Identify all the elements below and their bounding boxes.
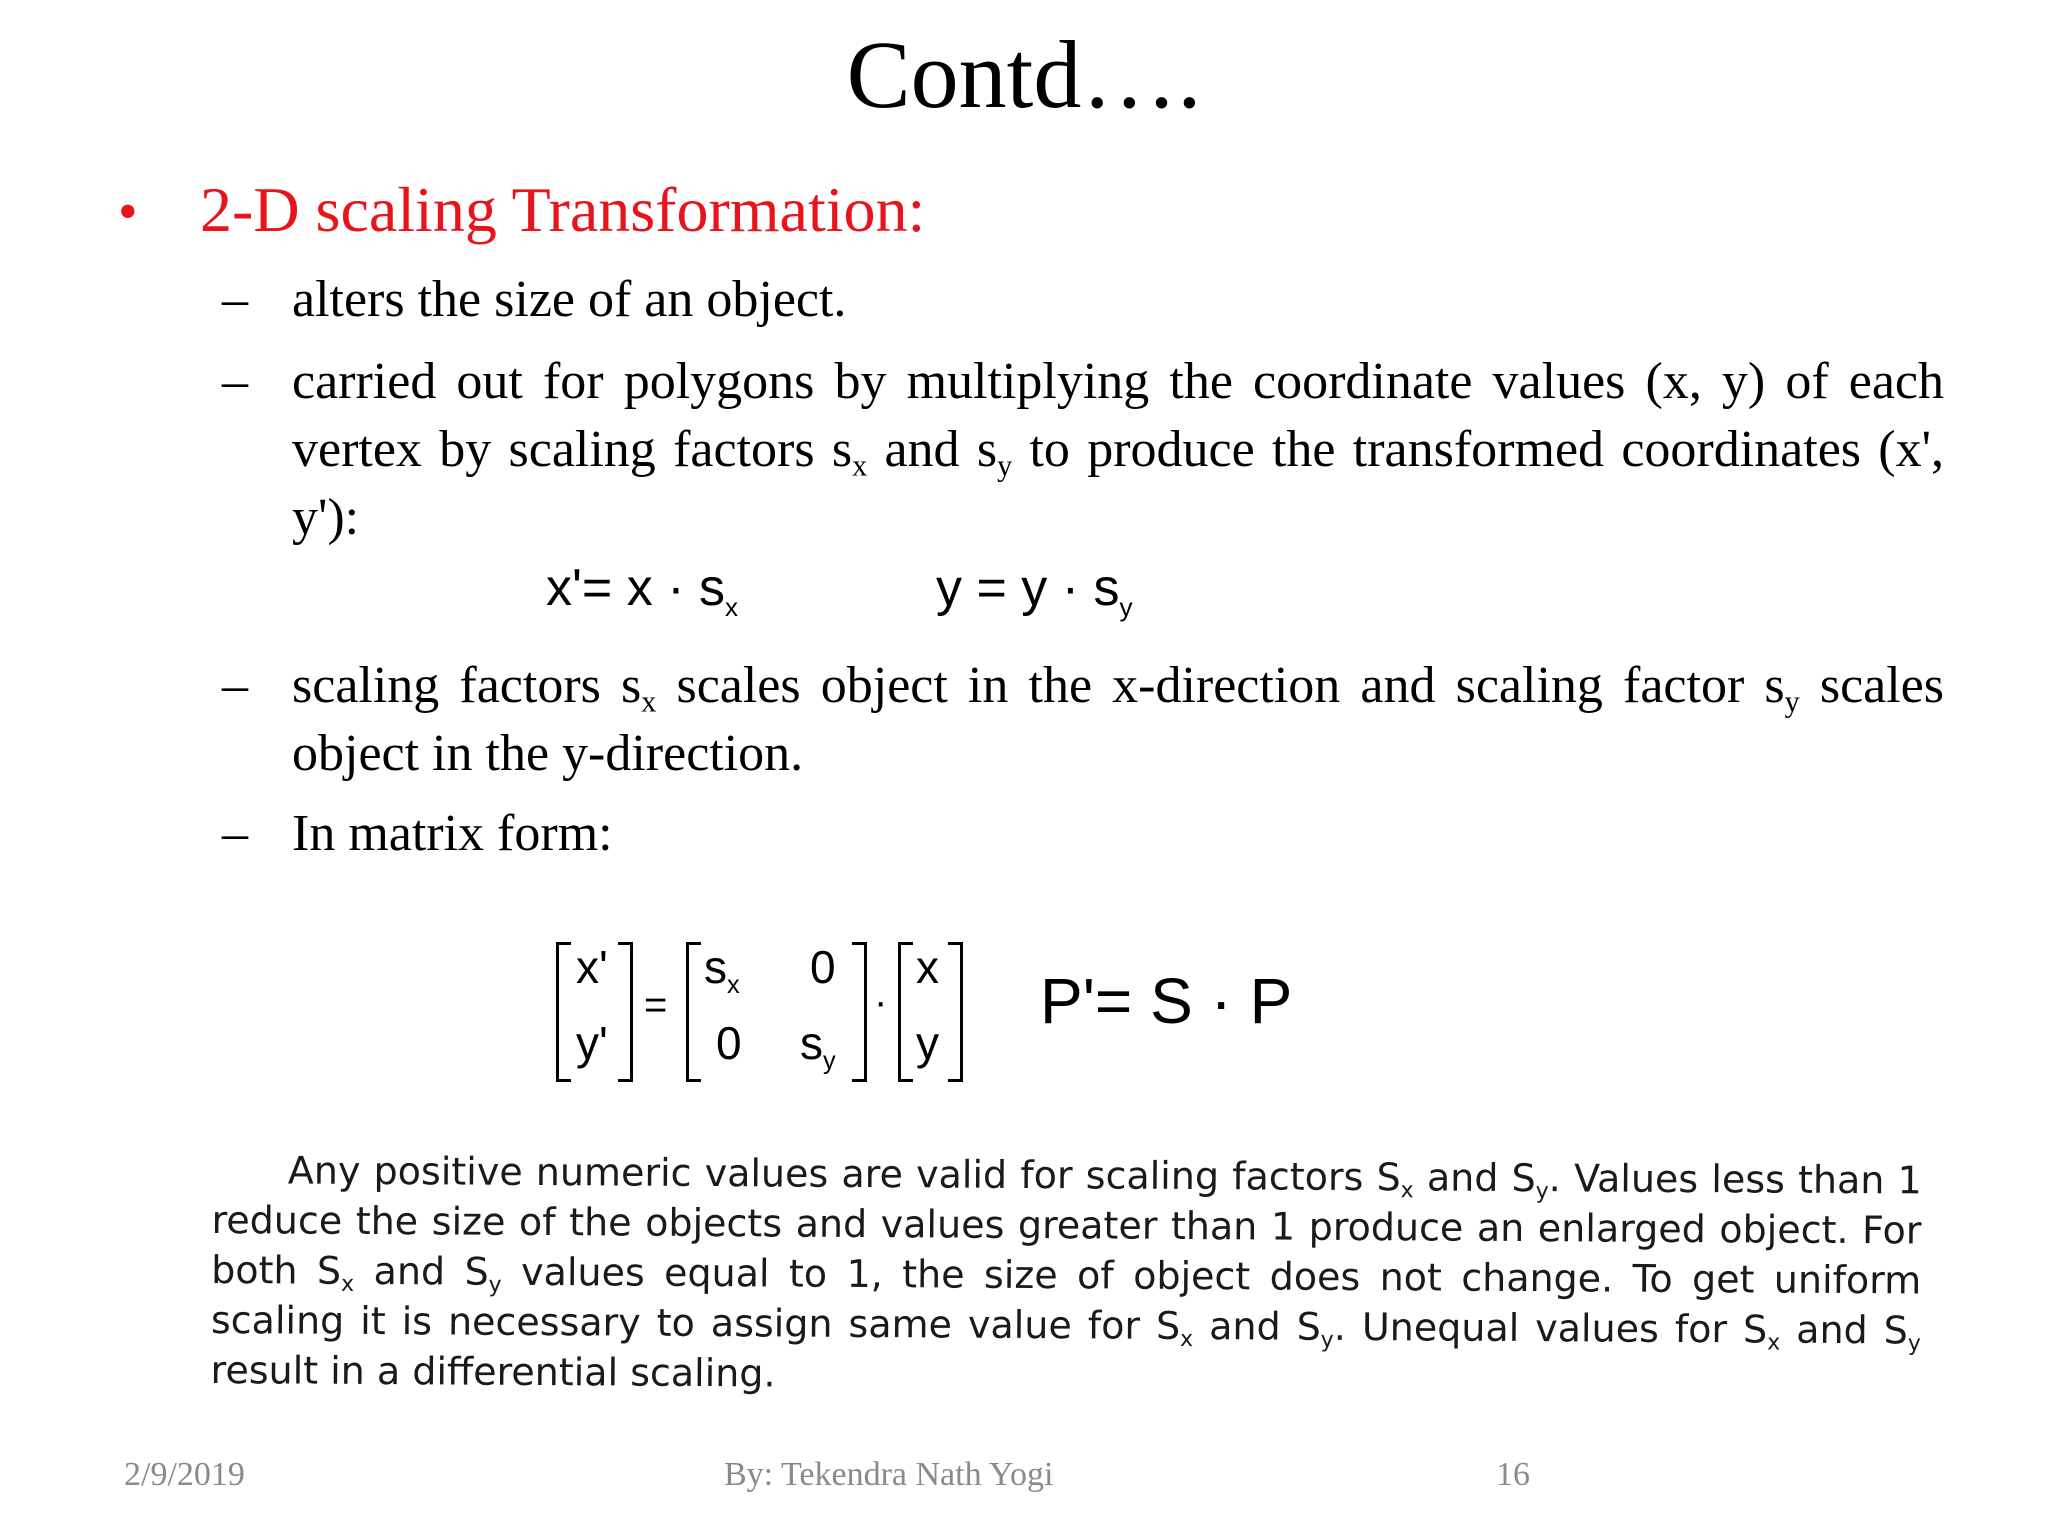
matrix-equals: = — [644, 983, 668, 1027]
dash-marker: – — [222, 657, 248, 714]
bracket-left — [686, 942, 701, 1082]
p-equals-s-p: P'= S · P — [1040, 965, 1293, 1037]
equation-x-prime: $x'= x \cdot s_x$ — [546, 559, 738, 622]
equation-y-prime: $y = y \cdot s_y$ — [936, 559, 1133, 622]
bracket-left — [556, 942, 571, 1082]
matrix-cell: y' — [576, 1017, 608, 1069]
slide-title: Contd…. — [846, 21, 1202, 128]
bracket-right — [948, 942, 963, 1082]
matrix-cell: y — [916, 1017, 939, 1069]
matrix-cell: 0 — [716, 1017, 742, 1069]
item-matrix-form: In matrix form: — [292, 805, 613, 862]
matrix-cell: $s_y$ — [800, 1017, 836, 1076]
dash-marker: – — [222, 353, 248, 410]
bracket-right — [618, 942, 633, 1082]
footer-date: 2/9/2019 — [124, 1456, 245, 1493]
matrix-cell: $s_x$ — [704, 941, 740, 1000]
matrix-cell: 0 — [810, 941, 836, 993]
item-scaling-factors: scaling factors $s_x$ scales object in the x-direction and scaling factor $s_y$ scales object in the y-direction. — [292, 657, 1945, 782]
item-carried-out: carried out for polygons by multiplying the coordinate values (x, y) of each vertex by scaling factors $s_x$ and $s_y$ to produce the transformed coordinates (x', y'): — [292, 353, 1944, 546]
footer-page-number: 16 — [1496, 1456, 1530, 1493]
matrix-cell: x' — [576, 941, 608, 993]
bullet-heading: 2-D scaling Transformation: — [200, 174, 926, 245]
item-alters-size: alters the size of an object. — [292, 271, 847, 328]
matrix-cell: x — [916, 941, 939, 993]
footer-author: By: Tekendra Nath Yogi — [724, 1456, 1054, 1493]
matrix-dot: · — [874, 980, 888, 1024]
dash-marker: – — [222, 271, 248, 328]
dash-marker: – — [222, 805, 248, 862]
bracket-left — [898, 942, 913, 1082]
scanned-paragraph: Any positive numeric values are valid for scaling factors $S_x$ and $S_y$. Values less than 1 reduce the size of the objects and values greater than 1 produce an enlarged object. For both $S_x$ and $S_y$ values equal to 1, the size of object does not change. To get uniform scaling it is necessary to assign same value for $S_x$ and $S_y$. Unequal values for $S_x$ and $S_y$ result in a differential scaling. — [210, 1148, 1922, 1396]
bullet-marker: • — [118, 181, 138, 243]
bracket-right — [852, 942, 867, 1082]
